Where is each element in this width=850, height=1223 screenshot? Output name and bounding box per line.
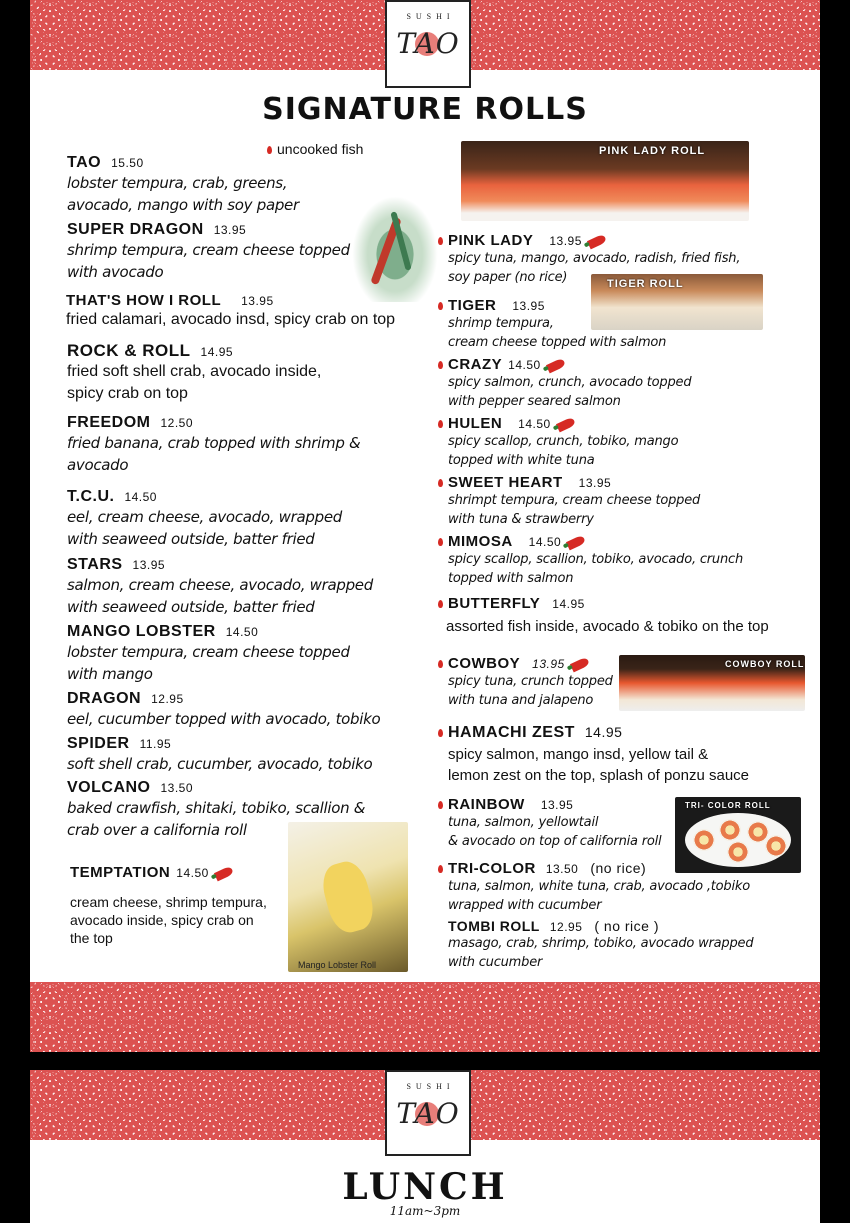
item-name: TIGER <box>448 297 497 314</box>
spicy-chili-icon <box>570 656 590 672</box>
tiger-photo-label: TIGER ROLL <box>607 278 684 290</box>
item-name: SWEET HEART <box>448 474 563 491</box>
menu-item-tri-color <box>438 860 778 915</box>
item-desc-line: with seaweed outside, batter fried <box>67 530 315 548</box>
item-price: 13.50 <box>160 781 194 795</box>
item-price: 14.95 <box>552 597 585 611</box>
item-desc-line: masago, crab, shrimp, tobiko, avocado wrapped <box>448 936 754 951</box>
item-desc-line: with tuna and jalapeno <box>448 693 594 708</box>
item-price: 14.50 <box>518 417 551 431</box>
item-name: MANGO LOBSTER <box>67 623 216 640</box>
no-rice-note: ( no rice ) <box>594 918 659 934</box>
item-name: PINK LADY <box>448 232 534 249</box>
menu-item-sweet-heart <box>438 474 768 529</box>
raw-fish-drop-icon <box>438 302 443 310</box>
item-price: 14.50 <box>508 358 541 372</box>
item-price: 13.50 <box>545 862 579 876</box>
raw-fish-drop-icon <box>438 538 443 546</box>
item-name: HAMACHI ZEST <box>448 724 575 741</box>
cowboy-photo-label: COWBOY ROLL <box>725 659 805 669</box>
item-desc-line: spicy crab on top <box>67 385 188 402</box>
logo-sushi-text: SUSHI <box>406 12 455 21</box>
item-price: 14.50 <box>176 866 209 880</box>
item-name: SUPER DRAGON <box>67 221 204 238</box>
item-desc-line: avocado <box>67 456 129 474</box>
item-price: 13.95 <box>578 476 612 490</box>
item-desc-line: spicy scallop, scallion, tobiko, avocado, crunch <box>448 552 743 567</box>
item-desc-line: shrimp tempura, <box>448 316 554 331</box>
menu-item-tombi-roll <box>448 918 788 972</box>
item-price: 14.95 <box>200 345 234 359</box>
item-desc-line: spicy salmon, mango insd, yellow tail & <box>448 746 709 763</box>
item-price: 14.95 <box>584 724 623 740</box>
item-desc-line: cream cheese topped with salmon <box>448 335 667 350</box>
menu-item-tao <box>67 154 357 216</box>
logo-tao-text: TAO <box>396 27 460 60</box>
item-price: 11.95 <box>139 737 172 751</box>
logo-sushi-text: SUSHI <box>406 1082 455 1091</box>
item-desc-line: with seaweed outside, batter fried <box>67 598 315 616</box>
spicy-chili-icon <box>556 416 576 432</box>
item-desc-line: avocado, mango with soy paper <box>67 196 299 214</box>
menu-item-tcu <box>67 488 387 550</box>
spicy-chili-icon <box>587 233 607 249</box>
item-name: STARS <box>67 556 123 573</box>
cowboy-roll-photo <box>619 655 805 711</box>
menu-item-tiger <box>438 297 768 352</box>
item-name: MIMOSA <box>448 533 513 550</box>
mango-lobster-photo <box>288 822 408 972</box>
lunch-hours: 11am~3pm <box>389 1204 461 1218</box>
item-desc-line: eel, cucumber topped with avocado, tobiko <box>67 710 381 728</box>
signature-rolls-page <box>30 0 820 1052</box>
raw-fish-drop-icon <box>438 420 443 428</box>
raw-fish-drop-icon <box>438 237 443 245</box>
menu-item-butterfly <box>438 595 798 636</box>
item-name: COWBOY <box>448 655 521 672</box>
item-desc-line: topped with salmon <box>448 571 574 586</box>
roll-piece <box>719 819 741 841</box>
item-desc-line: spicy tuna, crunch topped <box>448 674 613 689</box>
raw-fish-drop-icon <box>438 660 443 668</box>
no-rice-note: (no rice) <box>590 860 647 876</box>
item-price: 13.95 <box>132 558 166 572</box>
lunch-title: LUNCH <box>342 1166 508 1208</box>
item-name: TRI-COLOR <box>448 860 536 877</box>
item-price: 14.50 <box>528 535 562 549</box>
item-desc-line: fried calamari, avocado insd, spicy crab on top <box>66 311 396 328</box>
sushi-tao-logo <box>385 1070 471 1156</box>
menu-item-freedom <box>67 414 387 476</box>
item-price: 12.50 <box>160 416 194 430</box>
menu-item-rainbow <box>438 796 688 851</box>
item-desc-line: fried soft shell crab, avocado inside, <box>67 363 322 380</box>
item-desc-line: avocado inside, spicy crab on <box>70 912 254 928</box>
item-desc-line: topped with white tuna <box>448 453 595 468</box>
item-price: 13.95 <box>512 299 545 313</box>
super-dragon-photo <box>352 196 438 302</box>
pink-lady-photo-label: PINK LADY ROLL <box>599 145 706 157</box>
item-price: 12.95 <box>151 692 184 706</box>
item-desc-line: soft shell crab, cucumber, avocado, tobiko <box>67 755 373 773</box>
item-name: SPIDER <box>67 735 130 752</box>
item-desc-line: spicy scallop, crunch, tobiko, mango <box>448 434 679 449</box>
item-desc-line: shrimpt tempura, cream cheese topped <box>448 493 701 508</box>
item-name: TOMBI ROLL <box>448 918 540 934</box>
item-name: TAO <box>67 154 102 171</box>
menu-item-stars <box>67 556 397 618</box>
item-desc-line: & avocado on top of california roll <box>448 834 662 849</box>
menu-item-thats-how-i-roll <box>66 292 446 331</box>
item-desc-line: lobster tempura, cream cheese topped <box>67 643 350 661</box>
legend-label: uncooked fish <box>277 141 364 157</box>
item-desc-line: lobster tempura, crab, greens, <box>67 174 288 192</box>
item-name: T.C.U. <box>67 488 115 505</box>
item-price: 15.50 <box>111 156 144 170</box>
item-desc-line: fried banana, crab topped with shrimp & <box>67 434 361 452</box>
sushi-tao-logo <box>385 0 471 88</box>
item-price: 12.95 <box>549 920 583 934</box>
mango-lobster-caption: Mango Lobster Roll <box>298 960 377 970</box>
item-desc-line: wrapped with cucumber <box>448 898 602 913</box>
menu-item-crazy <box>438 356 768 411</box>
pink-lady-photo <box>461 141 749 221</box>
item-name: FREEDOM <box>67 414 151 431</box>
spicy-chili-icon <box>214 865 234 881</box>
item-desc-line: assorted fish inside, avocado & tobiko on the top <box>446 618 769 635</box>
item-desc-line: with avocado <box>67 263 164 281</box>
item-name: THAT'S HOW I ROLL <box>66 292 222 309</box>
item-price: 13.95 <box>241 294 274 308</box>
item-name: DRAGON <box>67 690 142 707</box>
item-price: 13.95 <box>540 798 574 812</box>
item-desc-line: eel, cream cheese, avocado, wrapped <box>67 508 343 526</box>
item-price: 14.50 <box>124 490 157 504</box>
item-desc-line: with tuna & strawberry <box>448 512 594 527</box>
item-price: 13.95 <box>549 234 582 248</box>
swirl-pattern-footer <box>30 982 820 1052</box>
item-desc-line: with pepper seared salmon <box>448 394 621 409</box>
item-desc-line: cream cheese, shrimp tempura, <box>70 894 267 910</box>
item-desc-line: crab over a california roll <box>67 821 247 839</box>
menu-item-hamachi-zest <box>438 724 788 786</box>
item-name: CRAZY <box>448 356 503 373</box>
menu-item-spider <box>67 735 407 775</box>
roll-piece <box>765 835 787 857</box>
menu-item-cowboy <box>438 655 628 710</box>
menu-item-mango-lobster <box>67 623 387 685</box>
menu-item-temptation <box>70 864 300 947</box>
item-name: RAINBOW <box>448 796 525 813</box>
item-price: 13.95 <box>532 657 565 671</box>
menu-item-hulen <box>438 415 768 470</box>
item-price: 14.50 <box>225 625 259 639</box>
item-desc-line: shrimp tempura, cream cheese topped <box>67 241 350 259</box>
item-desc-line: spicy tuna, mango, avocado, radish, fried fish, <box>448 251 741 266</box>
item-name: VOLCANO <box>67 779 151 796</box>
item-desc-line: the top <box>70 930 113 946</box>
item-desc-line: with cucumber <box>448 955 543 970</box>
roll-piece <box>693 829 715 851</box>
item-desc-line: spicy salmon, crunch, avocado topped <box>448 375 692 390</box>
spicy-chili-icon <box>546 357 566 373</box>
logo-tao-text: TAO <box>396 1097 460 1130</box>
item-desc-line: salmon, cream cheese, avocado, wrapped <box>67 576 373 594</box>
item-desc-line: with mango <box>67 665 153 683</box>
raw-fish-drop-icon <box>438 729 443 737</box>
menu-item-rock-and-roll <box>67 341 367 405</box>
item-name: TEMPTATION <box>70 864 171 881</box>
item-name: BUTTERFLY <box>448 595 541 612</box>
item-price: 13.95 <box>213 223 247 237</box>
menu-item-dragon <box>67 690 407 730</box>
raw-fish-drop-icon <box>438 600 443 608</box>
item-name: HULEN <box>448 415 503 432</box>
raw-fish-drop-icon <box>438 361 443 369</box>
page-title: SIGNATURE ROLLS <box>262 92 588 127</box>
item-desc-line: tuna, salmon, yellowtail <box>448 815 599 830</box>
menu-item-mimosa <box>438 533 778 588</box>
raw-fish-drop-icon <box>438 801 443 809</box>
item-desc-line: tuna, salmon, white tuna, crab, avocado ,tobiko <box>448 879 750 894</box>
menu-item-super-dragon <box>67 221 367 283</box>
item-desc-line: lemon zest on the top, splash of ponzu sauce <box>448 767 750 784</box>
item-desc-line: soy paper (no rice) <box>448 270 568 285</box>
item-desc-line: baked crawfish, shitaki, tobiko, scallion & <box>67 799 366 817</box>
spicy-chili-icon <box>566 534 586 550</box>
item-name: ROCK & ROLL <box>67 341 191 360</box>
raw-fish-drop-icon <box>438 479 443 487</box>
raw-fish-drop-icon <box>438 865 443 873</box>
lunch-page <box>30 1070 820 1223</box>
tri-color-photo-label: TRI- COLOR ROLL <box>685 801 771 810</box>
